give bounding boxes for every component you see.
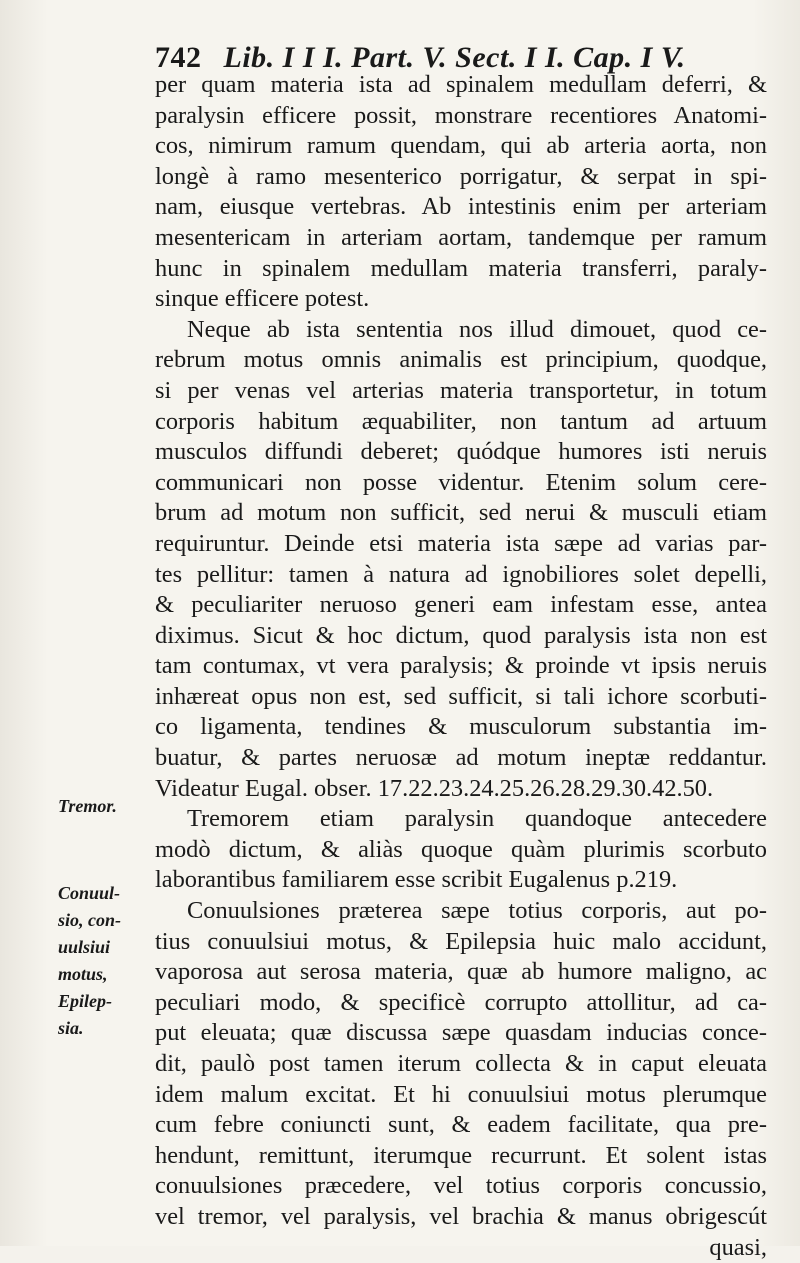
text-line: cum febre coniuncti sunt, & eadem facilitate, qua pre- [155,1111,767,1139]
margin-note-line: sio, con- [58,910,121,930]
page-number: 742 [155,41,202,74]
text-line: conuulsiones præcedere, vel totius corporis concussio, [155,1172,767,1200]
margin-note-line: Tremor. [58,796,117,816]
body-text [155,70,767,1263]
text-line: si per venas vel arterias materia transportetur, in totum [155,376,767,404]
text-line: Conuulsiones præterea sæpe totius corporis, aut po- [187,897,767,925]
running-title: Lib. I I I. Part. V. Sect. I I. Cap. I V. [223,41,686,74]
text-line: paralysin efficere possit, monstrare recentiores Anatomi- [155,101,767,129]
text-line: put eleuata; quæ discussa sæpe quasdam inducias conce- [155,1019,767,1047]
text-line: quasi, [709,1233,767,1261]
text-line: dit, paulò post tamen iterum collecta & in caput eleuata [155,1050,767,1077]
text-line: per quam materia ista ad spinalem medullam deferri, & [155,71,767,98]
margin-note-line: Conuul- [58,883,121,903]
text-line: peculiari modo, & specificè corrupto attollitur, ad ca- [155,988,767,1016]
text-line: modò dictum, & aliàs quoque quàm plurimis scorbuto [155,835,767,863]
text-line: Videatur Eugal. obser. 17.22.23.24.25.26.28.29.30.42.50. [155,774,714,802]
text-line: requiruntur. Deinde etsi materia ista sæpe ad varias par- [155,529,767,557]
text-line: hendunt, remittunt, iterumque recurrunt. Et solent istas [155,1141,767,1169]
text-line: tius conuulsiui motus, & Epilepsia huic malo accidunt, [155,927,767,955]
margin-note-line: motus, [58,964,108,984]
margin-note-line: sia. [58,1018,84,1038]
text-line: laborantibus familiarem esse scribit Eugalenus p.219. [155,866,678,894]
margin-note-conuulsio [58,880,153,1042]
text-line: sinque efficere potest. [155,285,370,313]
margin-note-line: uulsiui [58,937,111,957]
text-line: brum ad motum non sufficit, sed nerui & musculi etiam [155,499,767,527]
text-line: musculos diffundi deberet; quódque humores isti neruis [155,438,767,466]
text-line: idem malum excitat. Et hi conuulsiui motus plerumque [155,1080,767,1108]
text-line: & peculiariter neruoso generi eam infestam esse, antea [155,591,767,619]
text-line: co ligamenta, tendines & musculorum substantia im- [155,713,767,741]
margin-note-tremor [58,793,153,820]
text-line: diximus. Sicut & hoc dictum, quod paralysis ista non est [155,621,767,649]
text-line: mesentericam in arteriam aortam, tandemque per ramum [155,223,767,251]
text-line: rebrum motus omnis animalis est principium, quodque, [155,346,767,374]
text-line: longè à ramo mesenterico porrigatur, & serpat in spi- [155,162,767,190]
text-line: hunc in spinalem medullam materia transferri, paraly- [155,254,767,282]
margin-note-line: Epilep- [58,991,112,1011]
text-line: Neque ab ista sententia nos illud dimouet, quod ce- [187,315,767,343]
text-line: inhæreat opus non est, sed sufficit, si tali ichore scorbuti- [155,682,767,710]
text-line: cos, nimirum ramum quendam, qui ab arteria aorta, non [155,132,767,160]
text-line: tam contumax, vt vera paralysis; & proinde vt ipsis neruis [155,652,767,680]
text-line: buatur, & partes neruosæ ad motum ineptæ reddantur. [155,744,767,772]
text-line: nam, eiusque vertebras. Ab intestinis enim per arteriam [155,193,767,221]
text-line: vaporosa aut serosa materia, quæ ab humore maligno, ac [155,958,767,986]
text-line: communicari non posse videntur. Etenim solum cere- [155,468,767,496]
text-line: corporis habitum æquabiliter, non tantum ad artuum [155,407,767,435]
text-line: vel tremor, vel paralysis, vel brachia & manus obrigescút [155,1202,767,1230]
text-line: Tremorem etiam paralysin quandoque antecedere [187,805,767,833]
text-line: tes pellitur: tamen à natura ad ignobiliores solet depelli, [155,560,767,588]
